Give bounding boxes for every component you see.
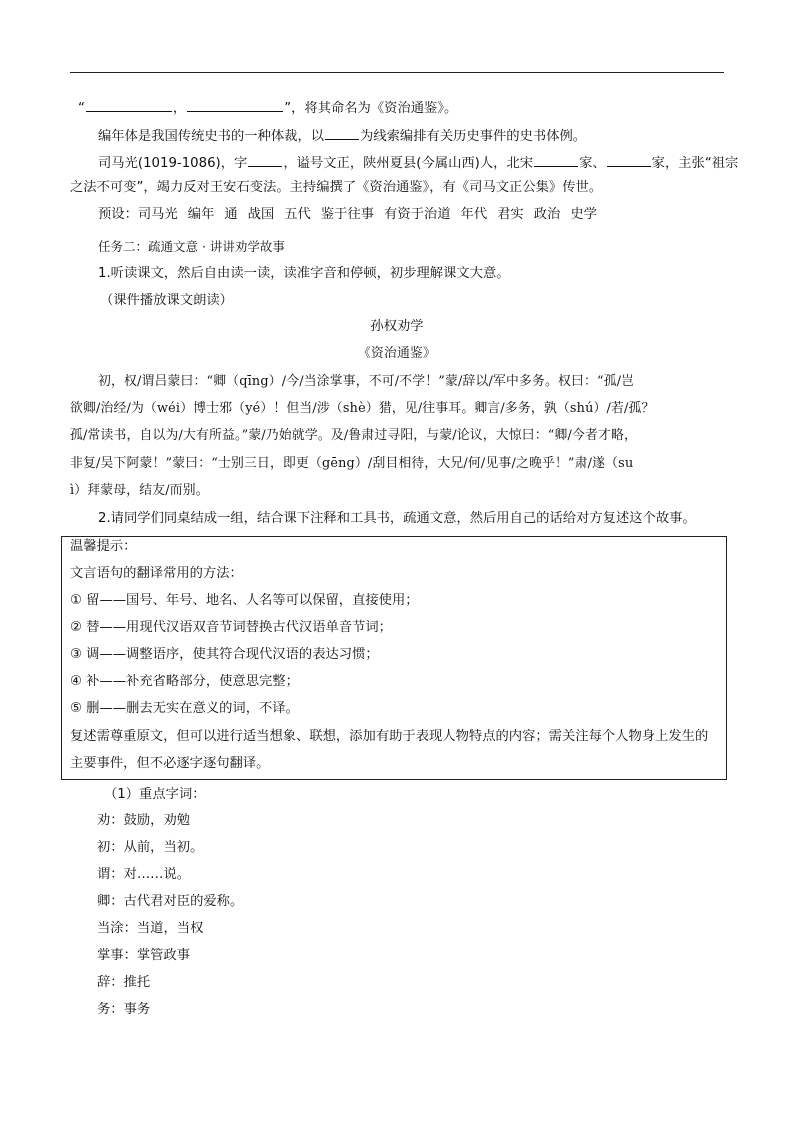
keyword-item: 劝：鼓励，劝勉 [97,813,191,828]
classic-line: 欲卿/治经/为（wéi）博士邪（yé）！但当/涉（shè）猎，见/往事耳。卿言/多务，孰（shú）/若/孤？ [70,401,655,416]
tips-method: ④ 补——补充省略部分，使意思完整； [70,674,299,689]
open-quote: “ [78,101,85,116]
preset-item: 史学 [570,207,597,222]
classic-line: 初，权/谓吕蒙曰：“卿（qīng）/今/当涂掌事，不可/不学！”蒙/辞以/军中多务。权曰：“孤/岂 [98,374,635,389]
keywords-heading: （1）重点字词： [104,787,206,802]
intro-line-3-d: 家，主张“祖宗 [651,156,739,171]
preset-item: 年代 [460,207,488,222]
preset-item: 司马光 [137,207,178,222]
tips-method: ② 替——用现代汉语双音节词替换古代汉语单音节词； [70,620,392,635]
text-title: 孙权劝学 [370,319,424,334]
tips-method: ⑤ 删——删去无实在意义的词，不译。 [70,701,299,716]
task2-step1-note: （课件播放课文朗读） [100,293,233,308]
task2-heading: 任务二：疏通文意 · 讲讲劝学故事 [98,239,285,254]
preset-item: 通 [224,207,238,222]
tips-box [61,536,727,780]
intro-line-2-a: 编年体是我国传统史书的一种体裁，以 [98,129,325,144]
tips-method: ③ 调——调整语序，使其符合现代汉语的表达习惯； [70,647,379,662]
keyword-item: 初：从前，当初。 [97,840,204,855]
classic-line: 非复/吴下阿蒙！”蒙曰：“士别三日，即更（gēng）/刮目相待，大兄/何/见事/之晚乎！”肃/遂（su [70,456,634,471]
keyword-item: 辞：推托 [97,975,151,990]
classic-line: 孤/常读书，自以为/大有所益。”蒙/乃始就学。及/鲁肃过寻阳，与蒙/论议，大惊曰：“卿/今者才略， [70,428,638,443]
fill-blank-6[interactable] [607,152,651,167]
classic-line: ì）拜蒙母，结友/而别。 [70,483,209,498]
intro-line-2-b: 为线索编排有关历史事件的史书体例。 [360,129,587,144]
fill-blank-1[interactable] [86,97,172,112]
keyword-item: 当涂：当道，当权 [97,921,204,936]
fill-blank-4[interactable] [248,152,282,167]
intro-line-3-c: 家、 [579,156,606,171]
text-source: 《资治通鉴》 [358,346,436,361]
keyword-item: 卿：古代君对臣的爱称。 [97,894,244,909]
preset-answers [98,206,607,224]
tips-subtitle: 文言语句的翻译常用的方法： [70,566,243,581]
task2-step2: 2.请同学们同桌结成一组，结合课下注释和工具书，疏通文意，然后用自己的话给对方复述这个故事。 [98,511,696,526]
intro-line-4: 之法不可变”，竭力反对王安石变法。主持编撰了《资治通鉴》，有《司马文正公集》传世。 [70,180,603,195]
tips-title: 温馨提示： [70,539,137,554]
preset-item: 君实 [497,207,524,222]
fill-blank-3[interactable] [325,125,359,140]
fill-blank-5[interactable] [534,152,578,167]
preset-item: 有资于治道 [384,207,451,222]
header-rule [70,72,724,73]
intro-line-2 [98,125,586,146]
separator: ， [172,101,187,116]
task2-step1: 1.听读课文，然后自由读一读，读准字音和停顿，初步理解课文大意。 [98,266,510,281]
preset-item: 五代 [284,207,311,222]
intro-line-3 [98,152,738,173]
keyword-item: 谓：对……说。 [97,867,191,882]
intro-line-1 [78,97,457,118]
tips-method: ① 留——国号、年号、地名、人名等可以保留，直接使用； [70,593,419,608]
preset-label: 预设： [98,207,138,222]
preset-item: 政治 [533,207,561,222]
preset-item: 编年 [187,207,215,222]
preset-item: 战国 [247,207,275,222]
tips-retell: 主要事件，但不必逐字逐句翻译。 [70,756,270,771]
fill-blank-2[interactable] [187,97,283,112]
tips-retell: 复述需尊重原文，但可以进行适当想象、联想，添加有助于表现人物特点的内容；需关注每个人物身上发生的 [70,729,709,744]
intro-line-3-a: 司马光(1019-1086)，字 [98,156,248,171]
intro-line-3-b: ，谥号文正，陕州夏县(今属山西)人，北宋 [283,156,534,171]
preset-item: 鉴于往事 [320,207,375,222]
keyword-item: 务：事务 [97,1002,151,1017]
intro-line-1-text: ”，将其命名为《资治通鉴》。 [284,101,458,116]
keyword-item: 掌事：掌管政事 [97,948,191,963]
